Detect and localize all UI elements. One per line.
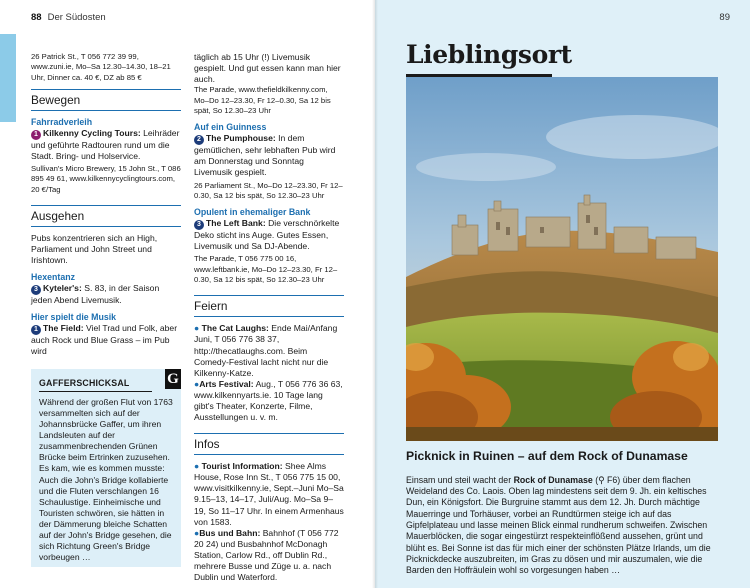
landscape-illustration	[406, 77, 718, 441]
right-page	[375, 0, 750, 588]
map-marker-1-icon: 1	[31, 130, 41, 140]
map-marker-1-navy-icon: 1	[31, 325, 41, 335]
entry-the-field: 1 The Field: Viel Trad und Folk, aber auch Rock und Blue Grass – im Pub wird	[31, 322, 178, 356]
pumphouse-address: 26 Parliament St., Mo–Do 12–23.30, Fr 12–0.30, Sa 12 bis spät, So 12.30–23 Uhr	[194, 180, 343, 200]
entry-left-bank: 3 The Left Bank: Die verschnörkelte Deko sticht ins Auge. Gutes Essen, Livemusik und Sa DJ-Abende.	[194, 218, 340, 252]
map-marker-3b-icon: 3	[194, 220, 204, 230]
subheading-guinness: Auf ein Guinness	[194, 122, 267, 133]
entry-tourist-info: ● Tourist Information: Shee Alms House, Rose Inn St., T 056 775 15 00, www.visitkilkenny.ie, Sept.–Juni Mo–Sa 9.15–13, 14–17, Juli/Aug. Mo–Sa 9–19, So 11–17 Uhr. In einem Armenhaus von 1583.	[194, 461, 344, 527]
kilkenny-cycling-link[interactable]: www.kilkennycyclingtours.com	[69, 174, 173, 184]
entry-arts-festival: ●Arts Festival: Aug., T 056 776 36 63, www.kilkennyarts.ie. 10 Tage lang gibt's Theater, Konzerte, Filme, Ausstellungen u. v. m.	[194, 378, 343, 423]
heading-feiern: Feiern	[194, 295, 344, 317]
bullet-icon: ●	[194, 461, 200, 472]
box-title: GAFFERSCHICKSAL	[39, 376, 152, 392]
subheading-hexentanz: Hexentanz	[31, 272, 75, 283]
field-continued-text: täglich ab 15 Uhr (!) Livemusik gespielt. Und gut essen kann man hier auch.	[194, 52, 341, 85]
map-reference: (⚲ F6)	[592, 474, 621, 485]
caption-title: Picknick in Ruinen – auf dem Rock of Dunamase	[406, 449, 688, 463]
entry-kytelers: 3 Kyteler's: S. 83, in der Saison jeden Abend Livemusik.	[31, 283, 160, 306]
g-logo-icon: G	[165, 369, 181, 389]
bullet-icon: ●	[194, 527, 200, 538]
kilkenny-cycling-address: Sullivan's Micro Brewery, 15 John St., T 086 895 49 61, www.kilkennycyclingtours.com, 20 €/Tag	[31, 164, 181, 194]
left-column-1	[31, 52, 181, 567]
section-title: Der Südosten	[47, 12, 106, 23]
entry-bus-bahn: ●Bus und Bahn: Bahnhof (T 056 772 20 24) und Busbahnhof McDonagh Station, Carlow Rd., off Dublin Rd., mehrere Busse und Züge u. a. nach Dublin und Waterford.	[194, 527, 339, 583]
heading-bewegen: Bewegen	[31, 89, 181, 111]
book-gutter	[372, 0, 378, 588]
left-folio	[31, 12, 106, 23]
heading-infos: Infos	[194, 433, 344, 455]
subheading-bank: Opulent in ehemaliger Bank	[194, 207, 311, 218]
left-column-2	[194, 52, 344, 583]
zuni-address: 26 Patrick St., T 056 772 39 99, www.zuni.ie, Mo–Sa 12.30–14.30, 18–21 Uhr, Dinner ca. 40 €, DZ ab 85 €	[31, 52, 171, 82]
right-page-number: 89	[719, 12, 730, 23]
subheading-musik: Hier spielt die Musik	[31, 311, 117, 322]
rock-of-dunamase-photo	[406, 77, 718, 441]
field-link[interactable]: www.thefieldkilkenny.com	[238, 85, 326, 95]
box-text: Während der großen Flut von 1763 versammelten sich auf der Johannsbrücke Gaffer, um ihren Landsleuten auf der zusammenbrechenden Grünen Brücke beim Ertrinken zuzusehen. Es kam, wie es kommen musste: Auch die John's Bridge kollabierte und die Fluten verschlangen 16 Schaulustige. Einheimische und Touristen schwören, sie hätten in der Dämmerung bleiche Schatten auf der John's Bridge gesehen, die sich Richtung Green's Bridge vorbeugen …	[39, 396, 173, 563]
field-address: The Parade, www.thefieldkilkenny.com, Mo–Do 12–23.30, Fr 12–0.30, Sa 12 bis spät, So 12.30–23 Uhr	[194, 85, 331, 115]
heading-ausgehen: Ausgehen	[31, 205, 181, 227]
left-bank-link[interactable]: www.leftbank.ie	[194, 264, 248, 274]
map-marker-2-icon: 2	[194, 135, 204, 145]
entry-cat-laughs: ● The Cat Laughs: Ende Mai/Anfang Juni, T 056 776 38 37, http://thecatlaughs.com. Beim Comedy-Festival lacht nicht nur die Kilkenny-Katze.	[194, 323, 338, 378]
ausgehen-text: Pubs konzentrieren sich an High, Parliament und John Street und Irishtown.	[31, 233, 158, 266]
bullet-icon: ●	[194, 378, 200, 389]
left-bank-address: The Parade, T 056 775 00 16, www.leftbank.ie, Mo–Do 12–23.30, Fr 12–0.30, Sa 12 bis spät, So 12.30–23 Uhr	[194, 254, 338, 285]
chapter-tab	[0, 34, 16, 122]
lieblingsort-title: Lieblingsort	[406, 40, 572, 69]
bullet-icon: ●	[194, 323, 200, 334]
left-page-number: 88	[31, 12, 42, 23]
zuni-link[interactable]: www.zuni.ie	[31, 62, 72, 72]
map-marker-3-icon: 3	[31, 285, 41, 295]
subheading-fahrradverleih: Fahrradverleih	[31, 116, 93, 127]
entry-kilkenny-cycling: 1 Kilkenny Cycling Tours: Leihräder und geführte Radtouren rund um die Stadt. Bring- und Holservice.	[31, 127, 180, 162]
entry-pumphouse: 2 The Pumphouse: In dem gemütlichen, sehr lebhaften Pub wird am Donnerstag und Sonntag Livemusik gespielt.	[194, 133, 336, 178]
caption-text: Einsam und steil wacht der Rock of Dunamase (⚲ F6) über dem flachen Weideland des Co. Laois. Oben lag mindestens seit dem 9. Jh. ein keltisches Dun, ein Königsfort. Die Burgruine stammt aus dem 12. Jh. Durch mächtige Mauerringe und Torhäuser, vorbei an Rundtürmen steige ich auf das Gipfelplateau und lasse meinen Blick einmal rundherum schweifen. Zwischen Mauerblöcken, die sogar eingestürzt respekteinflößend aussehen, grünt und blüht es. Bei Sonne ist das für mich einer der schönsten Plätze Irlands, um die Picknickdecke auszubreiten, im Gras zu dösen und mir auszumalen, wie die Barden den Hoffräulein wohl so vorgesungen haben …	[406, 474, 711, 576]
gafferschicksal-box	[31, 369, 181, 568]
